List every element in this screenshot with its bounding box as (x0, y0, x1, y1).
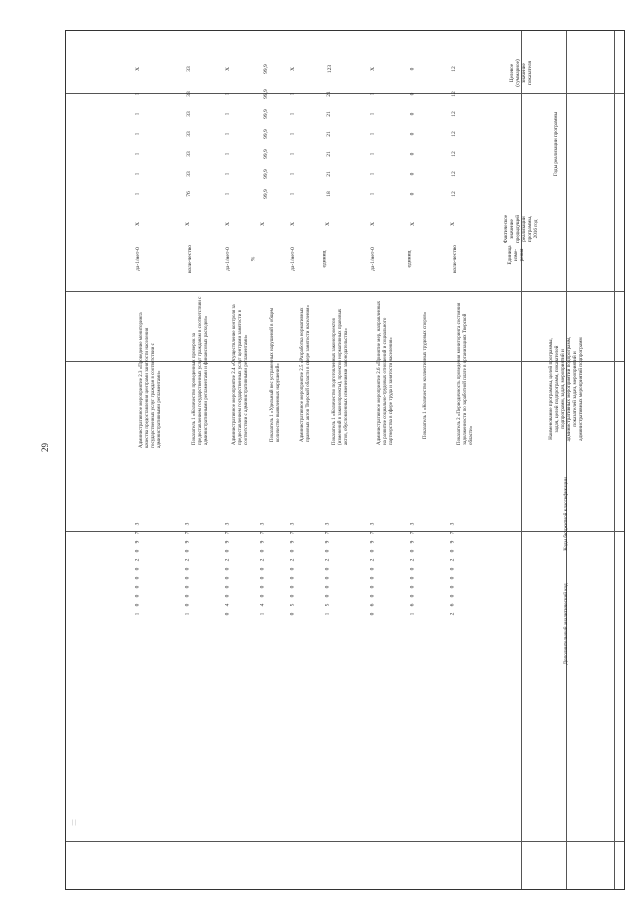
row-year-value: 1 (369, 192, 376, 196)
row-unit: единиц (321, 250, 328, 268)
row-year-value: 1 (224, 92, 231, 96)
row-target: X (369, 67, 376, 71)
row-fact: X (369, 222, 376, 226)
row-year-value: 0 (409, 172, 416, 176)
row-code: 0 (289, 576, 296, 580)
row-code: 9 (449, 540, 456, 544)
row-year-value: 99,9 (262, 149, 269, 159)
row-year-value: 1 (289, 112, 296, 116)
row-code: 1 (409, 612, 416, 616)
row-code: 0 (289, 549, 296, 553)
row-year-value: 1 (289, 92, 296, 96)
row-code: 7 (134, 531, 141, 535)
row-name: Административное мероприятие 2.6 «Принятие мер, направленных на развитие социально-трудовых отношений и социального партнерства в сфере труда и занятости населения» (377, 300, 394, 445)
row-code: 9 (224, 540, 231, 544)
row-code: 0 (449, 576, 456, 580)
row-code: 0 (369, 576, 376, 580)
row-name: Показатель 1 «Количество проведенных проверок за предоставлением государственных услуг гражданам в соответствии с административными регламентами и финансовых расходов» (192, 296, 209, 445)
row-year-value: 12 (450, 131, 457, 137)
row-code: 5 (289, 603, 296, 607)
row-code: 0 (449, 567, 456, 571)
row-code: 0 (134, 567, 141, 571)
row-code: 0 (324, 585, 331, 589)
row-code: 9 (184, 540, 191, 544)
row-code: 0 (224, 567, 231, 571)
header-divider (614, 31, 615, 889)
row-year-value: 1 (289, 172, 296, 176)
row-code: 3 (289, 522, 296, 526)
row-target: X (224, 67, 231, 71)
row-code: 0 (324, 594, 331, 598)
row-code: 0 (289, 567, 296, 571)
header-additional: Дополнительный аналитический код (563, 583, 569, 665)
row-code: 0 (184, 585, 191, 589)
row-code: 0 (324, 567, 331, 571)
row-code: 0 (184, 567, 191, 571)
row-code: 3 (409, 522, 416, 526)
row-name: Показатель 1 «Количество коллективных трудовых споров» (423, 311, 428, 439)
row-code: 2 (449, 612, 456, 616)
row-year-value: 99,9 (262, 109, 269, 119)
row-year-value: 33 (185, 91, 192, 97)
row-unit: да-1/нет-0 (134, 247, 141, 271)
row-year-value: 1 (134, 92, 141, 96)
row-year-value: 18 (325, 191, 332, 197)
row-code: 7 (449, 531, 456, 535)
row-code: 0 (184, 603, 191, 607)
row-code: 0 (449, 585, 456, 589)
row-year-value: 12 (450, 91, 457, 97)
row-year-value: 12 (450, 151, 457, 157)
row-code: 3 (369, 522, 376, 526)
row-year-value: 21 (325, 91, 332, 97)
row-year-value: 0 (409, 92, 416, 96)
row-code: 0 (134, 585, 141, 589)
header-bk: Коды бюджетной классификации (563, 477, 569, 551)
row-year-value: 1 (224, 112, 231, 116)
row-code: 4 (259, 603, 266, 607)
row-code: 7 (409, 531, 416, 535)
row-year-value: 0 (409, 192, 416, 196)
row-code: 0 (409, 576, 416, 580)
row-code: 0 (184, 594, 191, 598)
row-year-value: 1 (369, 172, 376, 176)
row-code: 2 (369, 558, 376, 562)
row-name: Показатель 1 «Удельный вес устраненных нарушений в общем количестве выявленных нарушений» (270, 307, 281, 442)
row-code: 0 (369, 594, 376, 598)
row-fact: X (184, 222, 191, 226)
row-code: 3 (449, 522, 456, 526)
row-code: 2 (184, 558, 191, 562)
row-code: 0 (369, 549, 376, 553)
row-target: 33 (185, 66, 192, 72)
row-year-value: 21 (325, 131, 332, 137)
row-unit: да-1/нет-0 (369, 247, 376, 271)
row-code: 1 (259, 612, 266, 616)
row-code: 0 (134, 549, 141, 553)
scan-marks: | | (72, 820, 76, 826)
row-code: 6 (449, 603, 456, 607)
row-code: 7 (184, 531, 191, 535)
row-code: 0 (289, 612, 296, 616)
row-code: 7 (324, 531, 331, 535)
row-code: 0 (409, 585, 416, 589)
row-target: X (289, 67, 296, 71)
row-code: 0 (369, 612, 376, 616)
row-unit: коли-чество (187, 244, 194, 274)
header-fact: Фактическое значение предыдущей реализации программы, 2016 год (503, 214, 539, 244)
row-code: 0 (369, 567, 376, 571)
row-target: 123 (327, 64, 334, 74)
row-code: 0 (184, 549, 191, 553)
row-name: Показатель 2 «Периодичность проведения мониторинга состояния задолженности по заработной плате в организациях Тверской области» (457, 302, 474, 445)
row-year-value: 33 (185, 151, 192, 157)
row-year-value: 1 (289, 152, 296, 156)
row-code: 0 (289, 594, 296, 598)
row-target: X (134, 67, 141, 71)
row-name: Административное мероприятие 2.5 «Разработка нормативных правовых актов Тверской области в сфере занятости населения» (300, 305, 311, 442)
row-code: 0 (224, 585, 231, 589)
row-code: 2 (289, 558, 296, 562)
row-code: 0 (134, 603, 141, 607)
row-unit: да-1/нет-0 (224, 247, 231, 271)
row-code: 1 (134, 612, 141, 616)
row-code: 0 (184, 576, 191, 580)
row-year-value: 1 (289, 132, 296, 136)
row-code: 1 (324, 612, 331, 616)
row-code: 0 (134, 594, 141, 598)
row-year-value: 1 (369, 92, 376, 96)
row-year-value: 33 (185, 171, 192, 177)
row-code: 3 (259, 522, 266, 526)
row-code: 2 (134, 558, 141, 562)
row-code: 0 (224, 576, 231, 580)
row-code: 9 (324, 540, 331, 544)
row-code: 9 (259, 540, 266, 544)
row-code: 0 (224, 594, 231, 598)
row-code: 3 (224, 522, 231, 526)
row-code: 0 (449, 549, 456, 553)
row-code: 9 (409, 540, 416, 544)
row-code: 0 (409, 567, 416, 571)
row-code: 3 (324, 522, 331, 526)
row-year-value: 99,9 (262, 169, 269, 179)
row-target: 12 (450, 66, 457, 72)
row-year-value: 1 (134, 192, 141, 196)
row-code: 0 (409, 549, 416, 553)
row-code: 7 (289, 531, 296, 535)
row-code: 0 (409, 594, 416, 598)
row-year-value: 1 (134, 112, 141, 116)
row-code: 0 (324, 576, 331, 580)
row-year-value: 99,9 (262, 89, 269, 99)
row-code: 0 (259, 567, 266, 571)
row-code: 2 (224, 558, 231, 562)
row-year-value: 1 (224, 172, 231, 176)
row-code: 0 (289, 585, 296, 589)
row-code: 5 (324, 603, 331, 607)
row-code: 7 (369, 531, 376, 535)
row-year-value: 99,9 (262, 189, 269, 199)
row-code: 0 (224, 549, 231, 553)
row-fact: X (324, 222, 331, 226)
header-divider (521, 31, 522, 889)
row-code: 0 (134, 576, 141, 580)
row-code: 0 (259, 585, 266, 589)
row-year-value: 1 (289, 192, 296, 196)
row-code: 9 (134, 540, 141, 544)
row-fact: X (289, 222, 296, 226)
header-unit: Единица изме- рения (507, 245, 525, 265)
row-code: 0 (324, 549, 331, 553)
row-fact: X (449, 222, 456, 226)
row-year-value: 0 (409, 132, 416, 136)
header-name: Наименование программы, целей программы, задач, целей подпрограмм, показателей подпрограмм, задач, мероприятий и административных мероприятий подпрограмм, показателей задач, мероприятий и административных мероприятий подпрограмм (548, 336, 584, 442)
row-code: 9 (289, 540, 296, 544)
row-year-value: 1 (224, 152, 231, 156)
row-year-value: 1 (224, 132, 231, 136)
row-year-value: 0 (409, 152, 416, 156)
row-year-value: 1 (134, 132, 141, 136)
row-code: 6 (409, 603, 416, 607)
header-years: Годы реализации программы (553, 111, 559, 177)
page-number: 29 (40, 443, 50, 452)
row-year-value: 12 (450, 191, 457, 197)
row-year-value: 12 (450, 171, 457, 177)
row-code: 0 (369, 585, 376, 589)
row-divider (66, 531, 624, 532)
row-year-value: 1 (134, 152, 141, 156)
row-code: 7 (259, 531, 266, 535)
row-year-value: 21 (325, 111, 332, 117)
row-code: 0 (259, 576, 266, 580)
row-code: 4 (224, 603, 231, 607)
row-code: 9 (369, 540, 376, 544)
row-year-value: 76 (185, 191, 192, 197)
row-name: Административное мероприятие 2.3 «Проведение мониторинга качества предоставления центрами занятости населения государственных услуг граждан в соответствии с административными регламентами» (139, 312, 162, 448)
row-fact: X (409, 222, 416, 226)
row-code: 2 (449, 558, 456, 562)
row-code: 0 (259, 549, 266, 553)
row-code: 2 (324, 558, 331, 562)
row-year-value: 1 (224, 192, 231, 196)
row-year-value: 1 (369, 152, 376, 156)
row-name: Административное мероприятие 2.4 «Осуществление контроля за предоставлением государственных услуг центрами занятости в соответствии с административными регламентами» (232, 304, 249, 445)
row-code: 2 (259, 558, 266, 562)
row-divider (66, 841, 624, 842)
row-year-value: 1 (369, 132, 376, 136)
row-unit: да-1/нет-0 (289, 247, 296, 271)
row-code: 2 (409, 558, 416, 562)
row-code: 1 (184, 612, 191, 616)
program-table (65, 30, 625, 890)
row-fact: X (259, 222, 266, 226)
row-code: 6 (369, 603, 376, 607)
row-year-value: 21 (325, 171, 332, 177)
row-divider (66, 291, 624, 292)
row-year-value: 1 (369, 112, 376, 116)
row-year-value: 21 (325, 151, 332, 157)
row-year-value: 1 (134, 172, 141, 176)
row-code: 0 (259, 594, 266, 598)
row-target: 99,9 (262, 64, 269, 74)
row-year-value: 0 (409, 112, 416, 116)
row-year-value: 99,9 (262, 129, 269, 139)
row-target: 0 (409, 67, 416, 71)
row-fact: X (134, 222, 141, 226)
row-code: 7 (224, 531, 231, 535)
row-year-value: 12 (450, 111, 457, 117)
row-unit: единиц (406, 250, 413, 268)
row-year-value: 33 (185, 131, 192, 137)
row-code: 0 (224, 612, 231, 616)
row-unit: коли-чество (452, 244, 459, 274)
row-code: 3 (184, 522, 191, 526)
row-divider (66, 93, 624, 94)
row-code: 0 (449, 594, 456, 598)
row-fact: X (224, 222, 231, 226)
header-target: Целевое (суммарное) значение показателя (509, 59, 533, 87)
row-name: Показатель 1 «Количество подготовленных законопроектов (изменений в законопроекты), проектов нормативных правовых актов, обусловленных изменениями законодательства» (332, 308, 349, 445)
row-unit: % (250, 256, 257, 262)
row-code: 3 (134, 522, 141, 526)
row-year-value: 33 (185, 111, 192, 117)
